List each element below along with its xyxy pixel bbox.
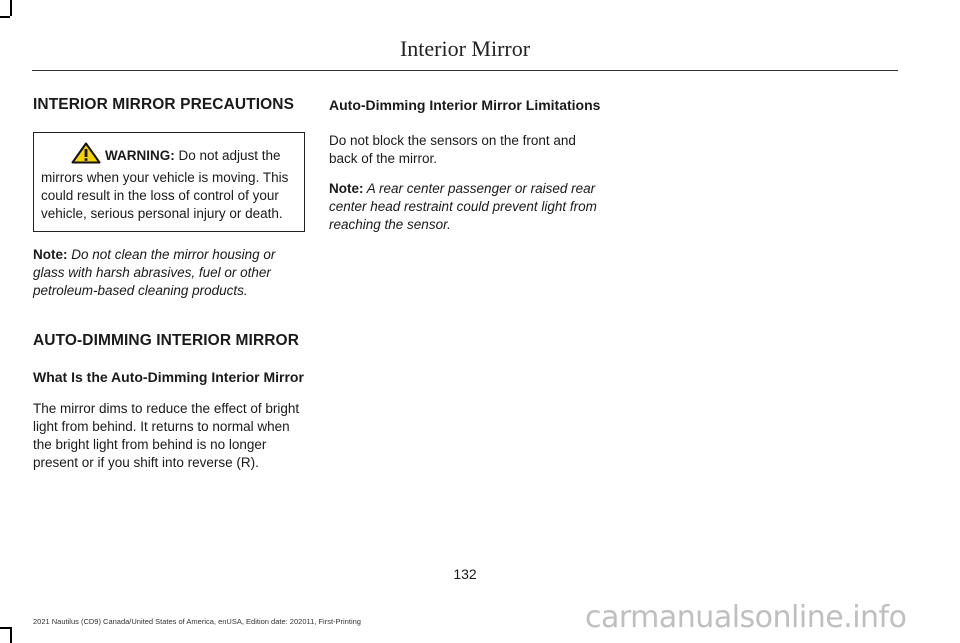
warning-box	[33, 132, 305, 232]
warning-text: Do not adjust the mirrors when your vehicle is moving. This could result in the loss of control of your vehicle, serious personal injury or death.	[41, 148, 289, 221]
crop-mark	[10, 627, 12, 643]
note-label: Note:	[33, 247, 68, 262]
crop-mark	[0, 627, 10, 629]
crop-mark	[10, 0, 12, 16]
warning-label: WARNING:	[105, 148, 175, 163]
section-title-precautions: INTERIOR MIRROR PRECAUTIONS	[33, 96, 295, 113]
body-paragraph: The mirror dims to reduce the effect of bright light from behind. It returns to normal when the bright light from behind is no longer present or if you shift into reverse (R).	[33, 401, 300, 470]
header-divider	[32, 70, 898, 71]
note-limitations	[329, 180, 603, 234]
warning-triangle-icon	[71, 142, 101, 169]
edition-footer: 2021 Nautilus (CD9) Canada/United States of America, enUSA, Edition date: 202011, First-Printing	[33, 617, 361, 626]
crop-mark	[0, 16, 10, 18]
note-label: Note:	[329, 181, 364, 196]
watermark: carmanualsonline.info	[585, 600, 907, 635]
subheading-limitations: Auto-Dimming Interior Mirror Limitations	[329, 97, 601, 113]
page-title: Interior Mirror	[399, 36, 531, 61]
section-title-auto-dimming: AUTO-DIMMING INTERIOR MIRROR	[33, 332, 299, 349]
note-text: A rear center passenger or raised rear center head restraint could prevent light from reaching the sensor.	[329, 181, 597, 232]
note-precautions	[33, 246, 305, 300]
left-column	[33, 96, 305, 484]
right-column	[329, 96, 603, 246]
body-paragraph: Do not block the sensors on the front and back of the mirror.	[329, 133, 576, 166]
page-number: 132	[453, 566, 477, 582]
note-text: Do not clean the mirror housing or glass with harsh abrasives, fuel or other petroleum-based cleaning products.	[33, 247, 276, 298]
subheading-what-is: What Is the Auto-Dimming Interior Mirror	[33, 369, 304, 385]
